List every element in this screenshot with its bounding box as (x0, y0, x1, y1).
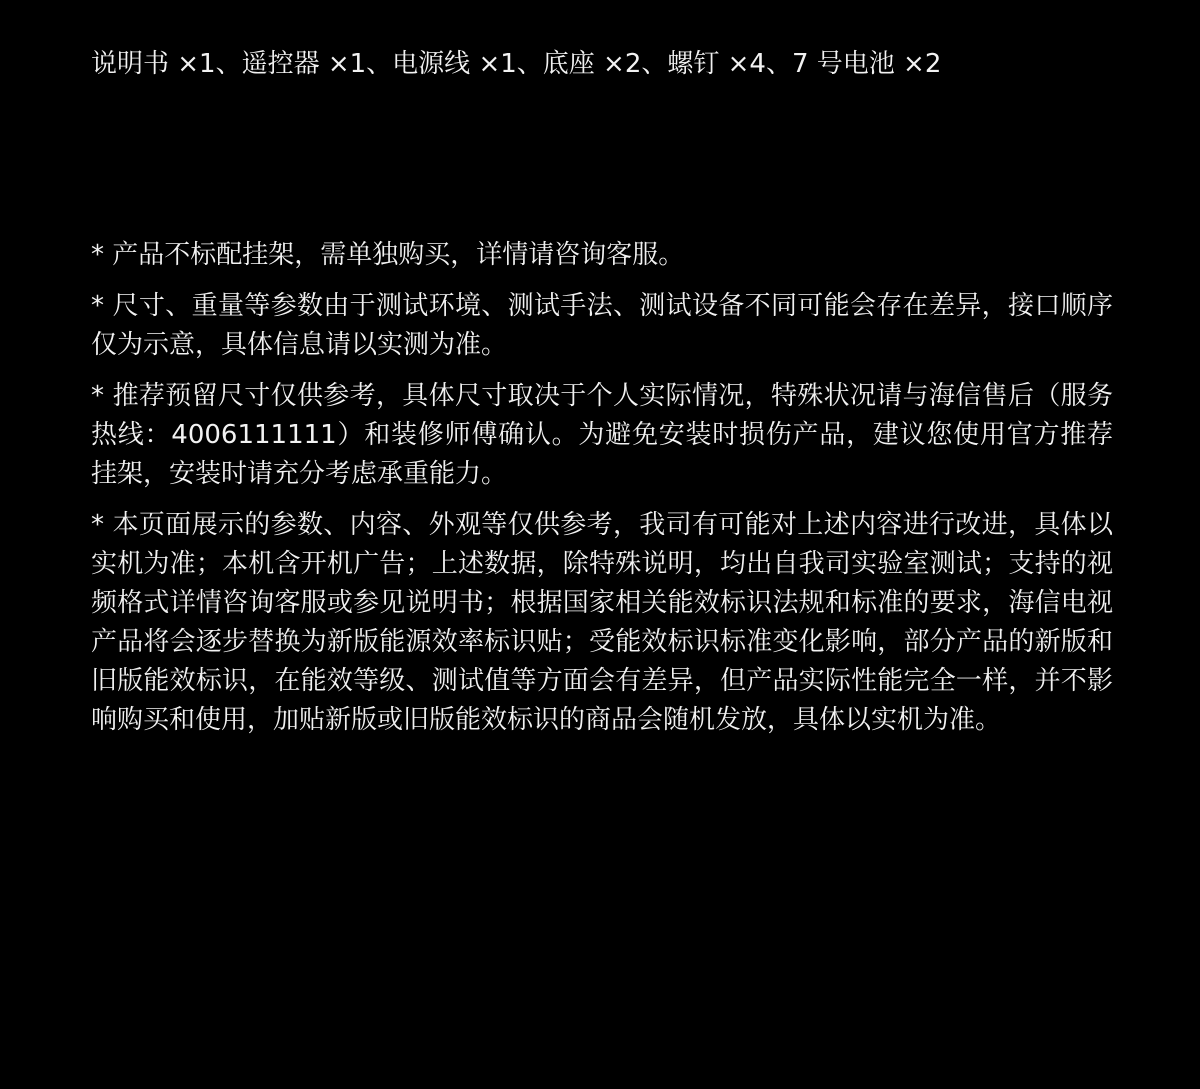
disclaimer-notes-list (91, 236, 1113, 752)
note-dimensions-variance: * 尺寸、重量等参数由于测试环境、测试手法、测试设备不同可能会存在差异，接口顺序仅为示意，具体信息请以实测为准。 (91, 291, 1113, 360)
note-page-content-reference: * 本页面展示的参数、内容、外观等仅供参考，我司有可能对上述内容进行改进，具体以实机为准；本机含开机广告；上述数据，除特殊说明，均出自我司实验室测试；支持的视频格式详情咨询客服或参见说明书；根据国家相关能效标识法规和标准的要求，海信电视产品将会逐步替换为新版能源效率标识贴；受能效标识标准变化影响，部分产品的新版和旧版能效标识，在能效等级、测试值等方面会有差异，但产品实际性能完全一样，并不影响购买和使用，加贴新版或旧版能效标识的商品会随机发放，具体以实机为准。 (91, 510, 1113, 735)
package-contents-text: 说明书 ×1、遥控器 ×1、电源线 ×1、底座 ×2、螺钉 ×4、7 号电池 ×2 (91, 49, 942, 79)
note-reserved-size-installation: * 推荐预留尺寸仅供参考，具体尺寸取决于个人实际情况，特殊状况请与海信售后（服务热线：4006111111）和装修师傅确认。为避免安装时损伤产品，建议您使用官方推荐挂架，安装时请充分考虑承重能力。 (91, 381, 1113, 489)
note-hanger-not-included: * 产品不标配挂架，需单独购买，详情请咨询客服。 (91, 240, 685, 270)
